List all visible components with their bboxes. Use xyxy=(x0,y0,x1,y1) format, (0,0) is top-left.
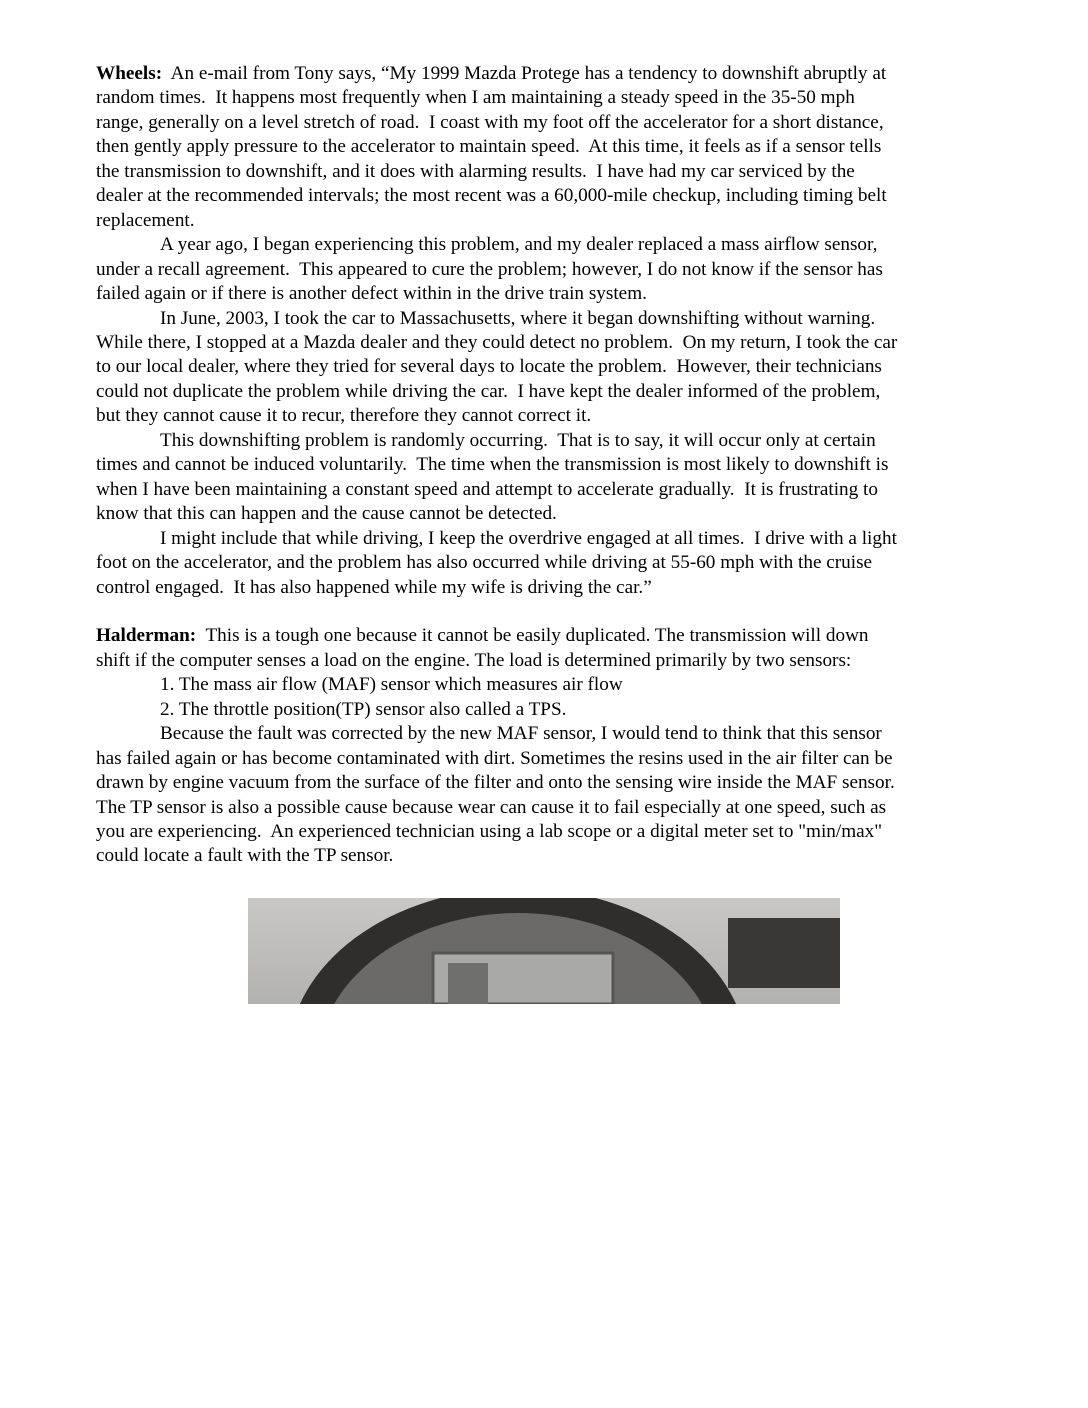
article-text xyxy=(96,62,996,869)
para-line: foot on the accelerator, and the problem has also occurred while driving at 55-60 mph with the cruise xyxy=(96,552,873,574)
halderman-line: shift if the computer senses a load on the engine. The load is determined primarily by two sensors: xyxy=(96,649,852,671)
wheels-line: replacement. xyxy=(96,209,195,231)
wheels-label: Wheels: xyxy=(96,63,163,84)
para-line: under a recall agreement. This appeared to cure the problem; however, I do not know if the sensor has xyxy=(96,258,883,280)
para-line: control engaged. It has also happened while my wife is driving the car.” xyxy=(96,576,652,598)
para-line: know that this can happen and the cause cannot be detected. xyxy=(96,503,557,525)
wheels-line: then gently apply pressure to the accelerator to maintain speed. At this time, it feels as if a sensor tells xyxy=(96,136,882,158)
list-item: 2. The throttle position(TP) sensor also called a TPS. xyxy=(160,698,567,720)
para-line: Because the fault was corrected by the new MAF sensor, I would tend to think that this sensor xyxy=(160,723,882,745)
wheels-line: Wheels: An e-mail from Tony says, “My 1999 Mazda Protege has a tendency to downshift abruptly at xyxy=(96,63,887,84)
halderman-line: Halderman: This is a tough one because it cannot be easily duplicated. The transmission will down xyxy=(96,625,869,647)
para-line: While there, I stopped at a Mazda dealer and they could detect no problem. On my return, I took the car xyxy=(96,331,898,353)
wheels-line: random times. It happens most frequently when I am maintaining a steady speed in the 35-50 mph xyxy=(96,87,855,109)
para-line: I might include that while driving, I keep the overdrive engaged at all times. I drive with a light xyxy=(160,527,897,549)
wheels-line: the transmission to downshift, and it does with alarming results. I have had my car serviced by the xyxy=(96,160,855,182)
list-item: 1. The mass air flow (MAF) sensor which measures air flow xyxy=(160,674,623,696)
para-line: failed again or if there is another defect within in the drive train system. xyxy=(96,283,647,305)
halderman-label: Halderman: xyxy=(96,625,197,647)
para-line: but they cannot cause it to recur, therefore they cannot correct it. xyxy=(96,405,592,427)
maf-sensor-photo xyxy=(248,898,840,1004)
para-line: has failed again or has become contaminated with dirt. Sometimes the resins used in the air filter can be xyxy=(96,747,893,769)
para-line: In June, 2003, I took the car to Massachusetts, where it began downshifting without warning. xyxy=(160,307,876,329)
para-line: when I have been maintaining a constant speed and attempt to accelerate gradually. It is frustrating to xyxy=(96,478,878,500)
wheels-line: range, generally on a level stretch of road. I coast with my foot off the accelerator for a short distance, xyxy=(96,111,884,133)
para-line: This downshifting problem is randomly occurring. That is to say, it will occur only at certain xyxy=(160,429,876,451)
para-line: could not duplicate the problem while driving the car. I have kept the dealer informed of the problem, xyxy=(96,380,881,402)
para-line: you are experiencing. An experienced technician using a lab scope or a digital meter set to "min/max" xyxy=(96,821,883,843)
para-line: could locate a fault with the TP sensor. xyxy=(96,845,394,867)
para-line: The TP sensor is also a possible cause because wear can cause it to fail especially at one speed, such as xyxy=(96,796,887,818)
wheels-line: dealer at the recommended intervals; the most recent was a 60,000-mile checkup, including timing belt xyxy=(96,185,887,207)
para-line: A year ago, I began experiencing this problem, and my dealer replaced a mass airflow sensor, xyxy=(160,234,878,256)
para-line: drawn by engine vacuum from the surface of the filter and onto the sensing wire inside the MAF sensor. xyxy=(96,772,895,794)
para-line: to our local dealer, where they tried for several days to locate the problem. However, their technicians xyxy=(96,356,882,378)
para-line: times and cannot be induced voluntarily. The time when the transmission is most likely to downshift is xyxy=(96,454,889,476)
